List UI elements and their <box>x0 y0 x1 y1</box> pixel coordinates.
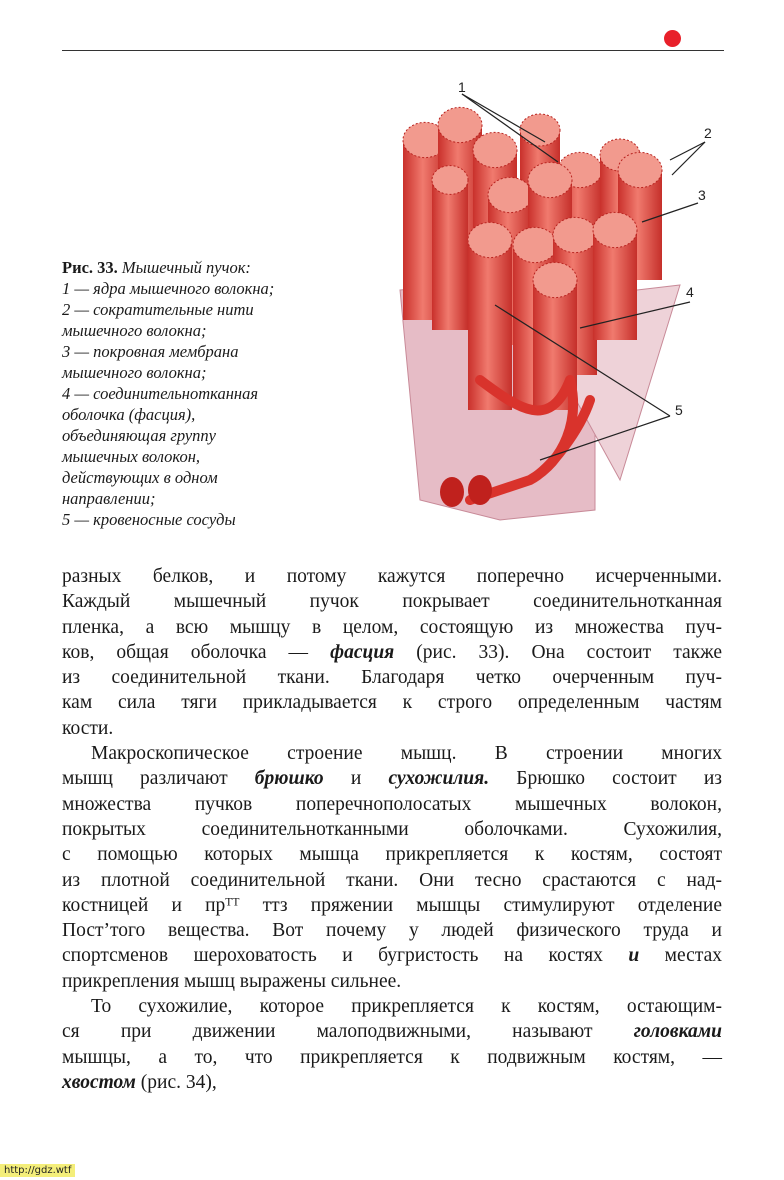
caption-line: оболочка (фасция), <box>62 405 196 424</box>
caption-line: 5 — кровеносные сосуды <box>62 510 236 529</box>
emphasized-term: и <box>628 945 640 967</box>
text-run: (рис. 34), <box>135 1071 217 1093</box>
text-run: кам сила тяги прикладывается к строго определенным частям <box>62 692 722 714</box>
text-line <box>62 1070 722 1095</box>
text-run: То сухожилие, которое прикрепляется к костям, остающим- <box>91 996 722 1018</box>
text-line <box>62 766 722 791</box>
caption-line: 3 — покровная мембрана <box>62 342 239 361</box>
fiber-end <box>468 222 512 257</box>
text-line <box>62 969 722 994</box>
text-run: Брюшко состоит из <box>489 768 723 790</box>
text-line <box>62 792 722 817</box>
muscle-fiber <box>432 180 468 330</box>
fiber-end <box>553 217 597 252</box>
text-run: спортсменов шероховатость и бугристость на костях <box>62 945 629 967</box>
emphasized-term: фасция <box>330 641 395 663</box>
text-run: мышцы, а то, что прикрепляется к подвижным костям, — <box>62 1046 722 1068</box>
emphasized-term: хвостом <box>62 1071 136 1093</box>
red-dot-marker <box>664 30 681 47</box>
text-line <box>62 690 722 715</box>
figure-label-3: 3 <box>698 187 706 203</box>
text-run: ков, общая оболочка — <box>62 641 331 663</box>
fiber-end <box>438 107 482 142</box>
fiber-end <box>618 152 662 187</box>
caption-line: 4 — соединительнотканная <box>62 384 259 403</box>
text-line <box>62 589 722 614</box>
text-run: пленка, а всю мышцу в целом, состоящую из множества пуч- <box>62 616 722 638</box>
text-line <box>62 716 722 741</box>
text-run: разных белков, и потому кажутся поперечно исчерченными. <box>62 566 722 587</box>
fiber-end <box>528 162 572 197</box>
text-run: ся при движении малоподвижными, называют <box>62 1021 634 1043</box>
fiber-end <box>593 212 637 247</box>
text-line <box>62 741 722 766</box>
text-line <box>62 817 722 842</box>
fiber-end <box>473 132 517 167</box>
text-line <box>62 564 722 589</box>
text-run: множества пучков поперечнополосатых мышечных волокон, <box>62 793 722 815</box>
text-line <box>62 842 722 867</box>
caption-heading: Мышечный пучок: <box>121 258 251 277</box>
caption-title-line <box>62 257 362 278</box>
watermark: http://gdz.wtf <box>0 1164 75 1177</box>
caption-line: направлении; <box>62 489 156 508</box>
text-run: Макроскопическое строение мышц. В строении многих <box>91 743 722 765</box>
fiber-end <box>520 114 560 146</box>
figure-label-5: 5 <box>675 402 683 418</box>
text-run: с помощью которых мышца прикрепляется к костям, состоят <box>62 844 722 866</box>
text-line <box>62 615 722 640</box>
text-line <box>62 994 722 1019</box>
emphasized-term: головками <box>633 1021 722 1043</box>
emphasized-term: сухожилия. <box>388 768 490 790</box>
caption-line: 1 — ядра мышечного волокна; <box>62 279 275 298</box>
text-line <box>62 665 722 690</box>
text-run: и <box>323 768 389 790</box>
text-line <box>62 1045 722 1070</box>
caption-line: мышечного волокна; <box>62 363 207 382</box>
header-rule <box>62 50 724 51</box>
emphasized-term: брюшко <box>254 768 324 790</box>
figure-label-4: 4 <box>686 284 694 300</box>
text-run: Пост’того вещества. Вот почему у людей физического труда и <box>62 920 722 942</box>
caption-line: объединяющая группу <box>62 426 217 445</box>
text-run: Каждый мышечный пучок покрывает соединительнотканная <box>62 591 722 613</box>
fiber-end <box>533 262 577 297</box>
text-run: костницей и прᵀᵀ ттз пряжении мышцы стимулируют отделение <box>62 894 722 916</box>
caption-line: 2 — сократительные нити <box>62 300 254 319</box>
figure-label-2: 2 <box>704 125 712 141</box>
text-run: (рис. 33). Она состоит также <box>394 641 722 663</box>
text-run: покрытых соединительнотканными оболочками. Сухожилия, <box>62 818 722 840</box>
caption-line: мышечных волокон, <box>62 447 201 466</box>
caption-number: Рис. 33. <box>62 258 118 277</box>
text-line <box>62 943 722 968</box>
text-run: из соединительной ткани. Благодаря четко очерченным пуч- <box>62 667 722 689</box>
body-text <box>62 564 722 1095</box>
fiber-end <box>513 227 557 262</box>
text-line <box>62 868 722 893</box>
text-run: кости. <box>62 717 114 739</box>
figure-label-1: 1 <box>458 80 466 95</box>
fiber-end <box>488 177 532 212</box>
text-run: местах <box>639 945 722 967</box>
text-line <box>62 918 722 943</box>
fiber-end <box>432 166 468 195</box>
text-line <box>62 893 722 918</box>
caption-line: мышечного волокна; <box>62 321 207 340</box>
text-line <box>62 1019 722 1044</box>
caption-line: действующих в одном <box>62 468 218 487</box>
text-run: из плотной соединительной ткани. Они тесно срастаются с над- <box>62 869 722 891</box>
text-run: прикрепления мышц выражены сильнее. <box>62 970 402 992</box>
text-run: мышц различают <box>62 768 255 790</box>
figure-caption <box>62 257 362 530</box>
text-line <box>62 640 722 665</box>
muscle-bundle-figure <box>380 80 730 530</box>
